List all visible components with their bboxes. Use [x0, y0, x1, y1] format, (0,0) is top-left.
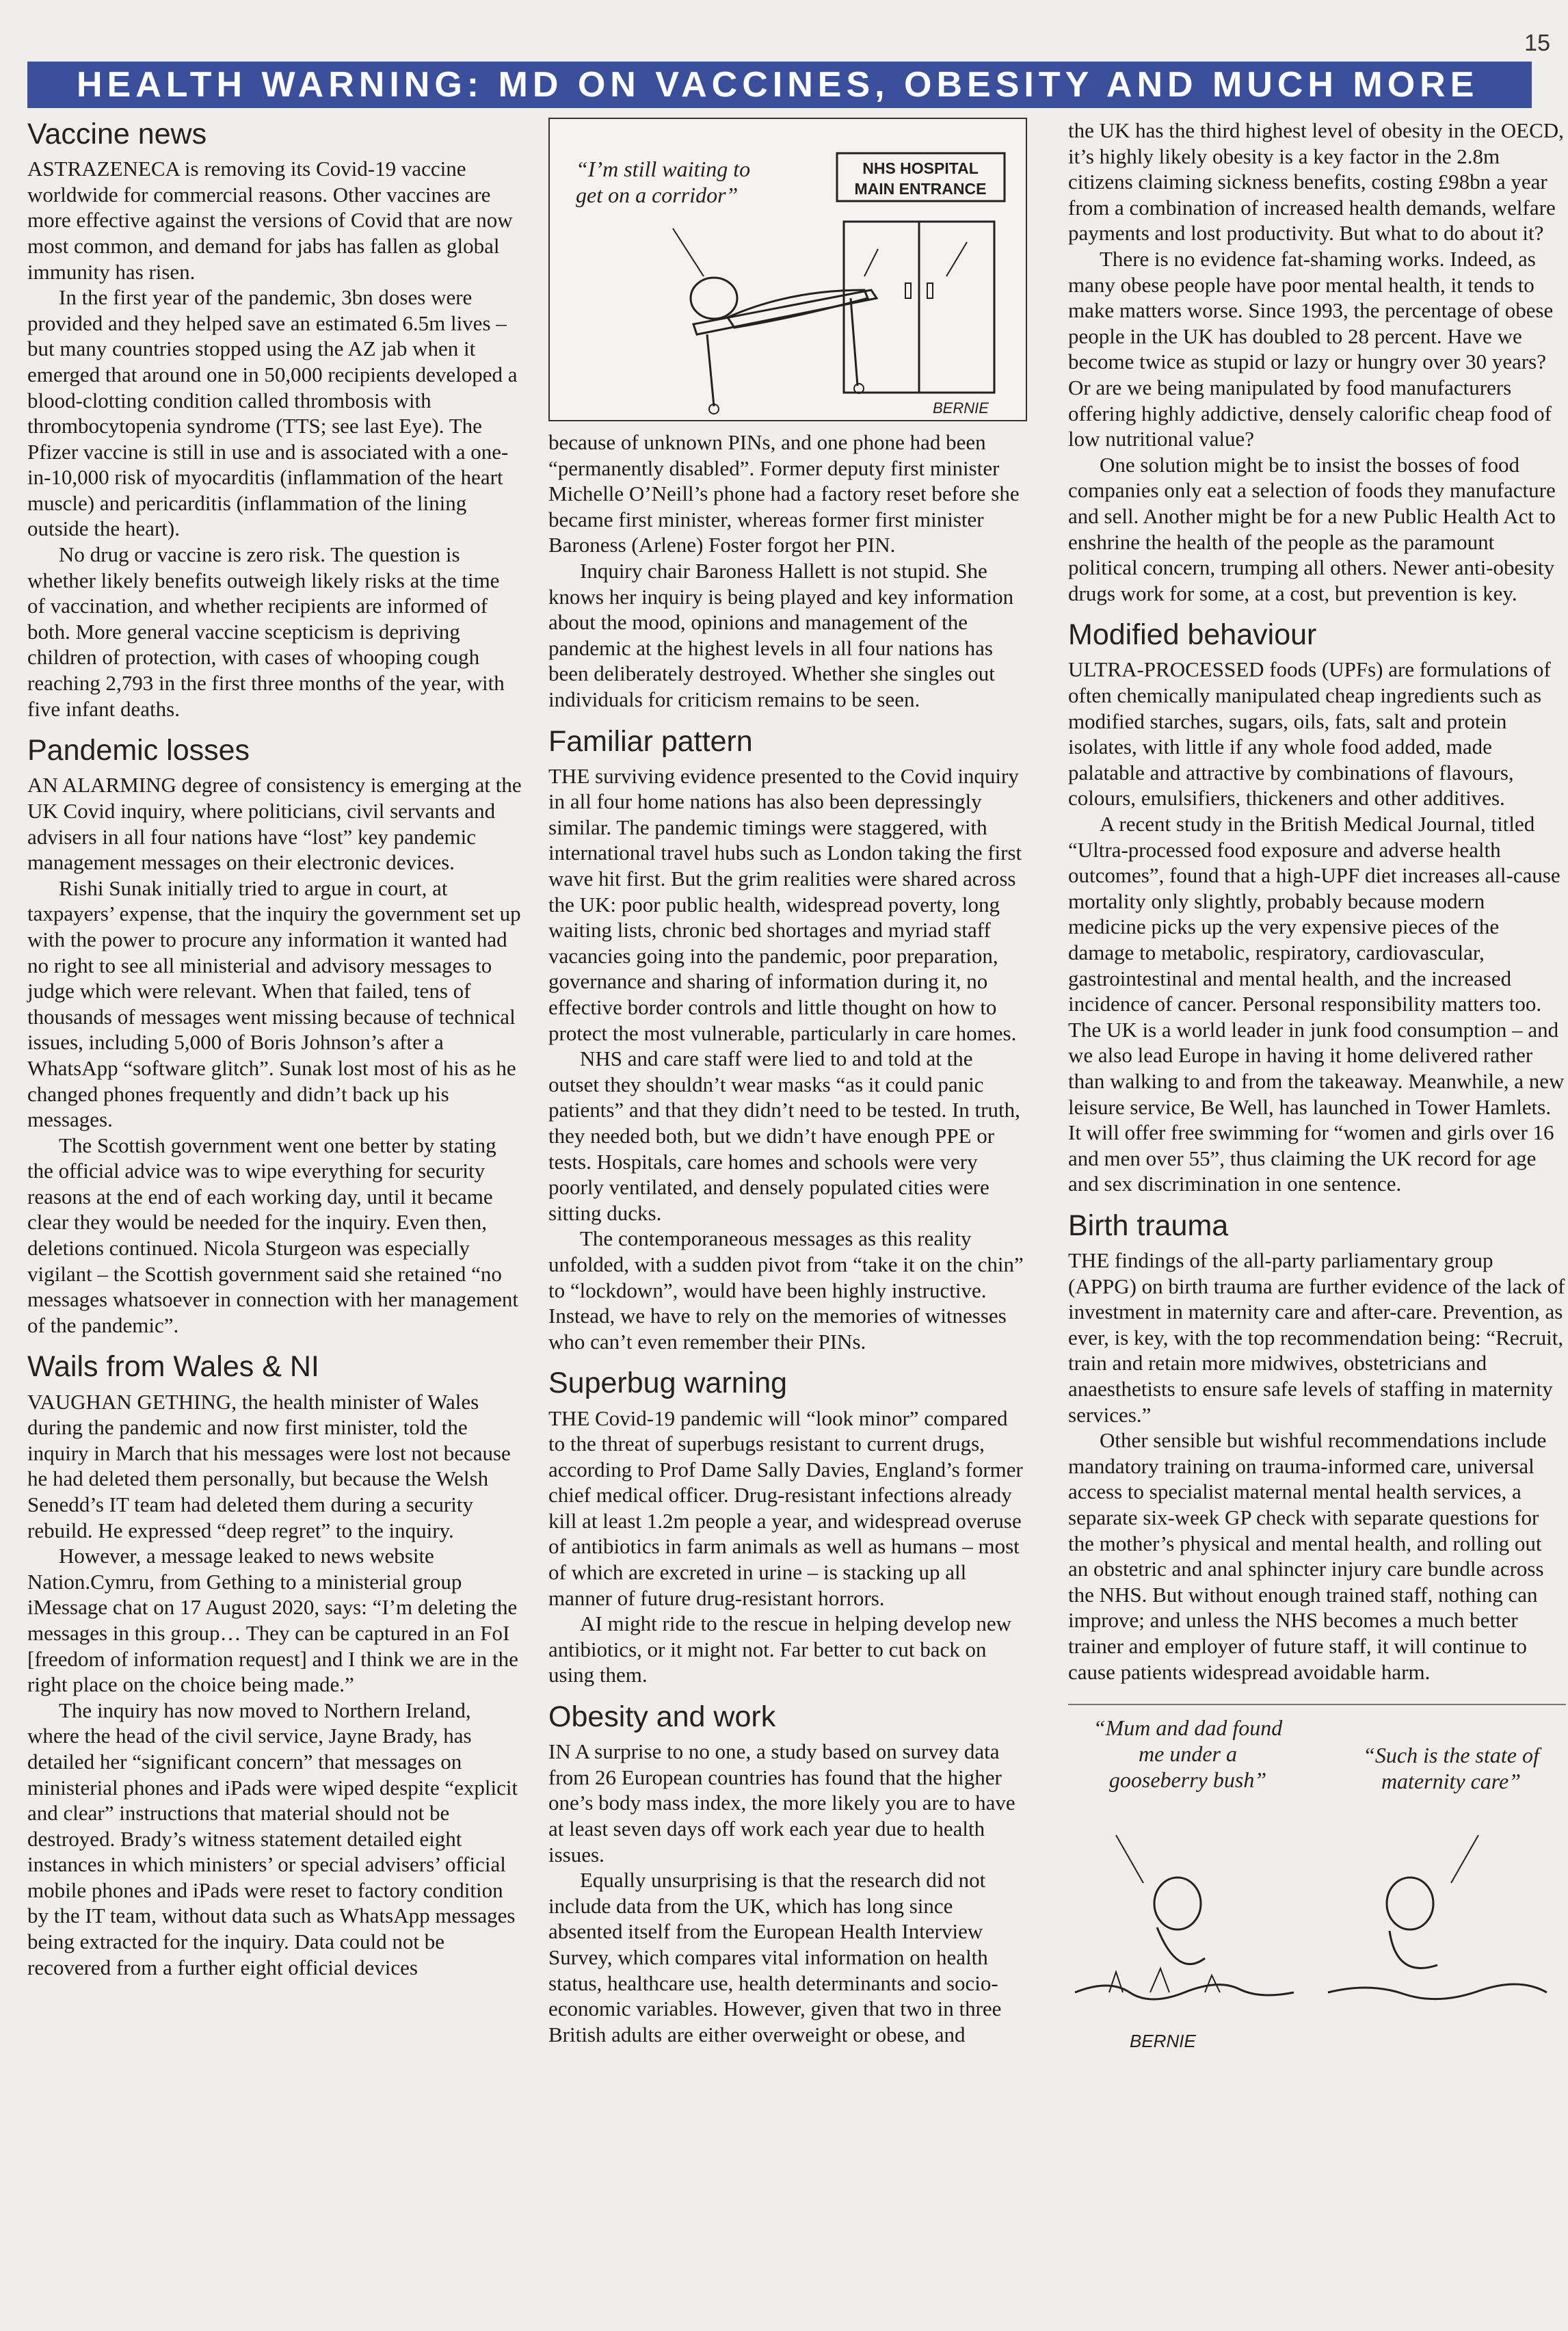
hospital-corridor-cartoon	[548, 118, 1027, 421]
cartoon-signature: BERNIE	[1130, 2031, 1196, 2052]
paragraph: IN A surprise to no one, a study based on survey data from 26 European countries has found that the higher one’s body mass index, the more likely you are to have at least seven days off work each year due to health issues.	[548, 1739, 1015, 1867]
paragraph: VAUGHAN GETHING, the health minister of Wales during the pandemic and now first minister, told the inquiry in March that his messages were lost not because he had deleted them personally, but because the Welsh Senedd’s IT team had deleted them during a security rebuild. He expressed “deep regret” to the inquiry.	[27, 1389, 511, 1542]
heading-familiar-pattern: Familiar pattern	[548, 724, 753, 758]
paragraph: One solution might be to insist the bosses of food companies only eat a selection of foods they manufacture and sell. Another might be for a new Public Health Act to enshrine the health of the people as the paramount political concern, trumping all others. Newer anti-obesity drugs work for some, at a cost, but prevention is key.	[1068, 452, 1556, 605]
heading-wails-from-wales: Wails from Wales & NI	[27, 1350, 319, 1384]
column-2	[548, 118, 1027, 2047]
heading-vaccine-news: Vaccine news	[27, 118, 207, 150]
paragraph: AI might ride to the rescue in helping develop new antibiotics, or it might not. Far better to cut back on using them.	[548, 1611, 1012, 1687]
paragraph: Equally unsurprising is that the research did not include data from the UK, which has long since absented itself from the European Health Interview Survey, which compares vital information on health status, healthcare use, health determinants and socio-economic variables. However, given that two in three British adults are either overweight or obese, and	[548, 1868, 1002, 2046]
gooseberry-bush-cartoon	[1068, 1705, 1566, 2116]
cartoon-caption-right: “Such is the state of maternity care”	[1363, 1743, 1539, 1794]
paragraph: There is no evidence fat-shaming works. Indeed, as many obese people have poor mental health, it tends to make matters worse. Since 1993, the percentage of obese people in the UK has doubled to 28 percent. Have we become twice as stupid or lazy or hungry over 30 years? Or are we being manipulated by food manufacturers offering highly addictive, densely calorific cheap food of low nutritional value?	[1068, 246, 1554, 451]
heading-birth-trauma: Birth trauma	[1068, 1209, 1229, 1242]
paragraph: The contemporaneous messages as this reality unfolded, with a sudden pivot from “take it on the chin” to “lockdown”, would have been highly instructive. Instead, we have to rely on the memories of witnesses who can’t even remember their PINs.	[548, 1226, 1024, 1354]
column-3	[1068, 118, 1566, 2116]
cartoon-caption-left: “Mum and dad found me under a gooseberry bush”	[1093, 1715, 1283, 1793]
paragraph: Inquiry chair Baroness Hallett is not stupid. She knows her inquiry is being played and key information about the mood, opinions and management of the pandemic at the highest levels in all four nations has been deliberately destroyed. Whether she singles out individuals for criticism remains to be seen.	[548, 558, 1014, 711]
cartoon-caption: “I’m still waiting to get on a corridor”	[576, 157, 751, 207]
paragraph: However, a message leaked to news website Nation.Cymru, from Gething to a ministerial group iMessage chat on 17 August 2020, says: “I’m deleting the messages in this group… They can be captured in an FoI [freedom of information request] and I think we are in the right place on the choice being made.”	[27, 1544, 518, 1697]
page-number: 15	[1524, 30, 1550, 56]
column-1	[27, 118, 522, 1980]
heading-superbug-warning: Superbug warning	[548, 1367, 788, 1400]
cartoon-drawing	[550, 119, 1026, 417]
paragraph: THE findings of the all-party parliamentary group (APPG) on birth trauma are further evidence of the lack of investment in maternity care and after-care. Prevention, as ever, is key, with the top recommendation being: “Recruit, train and retain more midwives, obstetricians and anaesthetists to ensure safe levels of staffing in maternity services.”	[1068, 1248, 1565, 1427]
paragraph: because of unknown PINs, and one phone had been “permanently disabled”. Former deputy first minister Michelle O’Neill’s phone had a factory reset before she became first minister, whereas former first minister Baroness (Arlene) Foster forgot her PIN.	[548, 430, 1020, 557]
paragraph: Rishi Sunak initially tried to argue in court, at taxpayers’ expense, that the inquiry the government set up with the power to procure any information it wanted had no right to see all ministerial and advisory messages to judge which were relevant. When that failed, tens of thousands of messages went missing because of technical issues, including 5,000 of Boris Johnson’s after a WhatsApp “software glitch”. Sunak lost most of his as he changed phones frequently and didn’t back up his messages.	[27, 875, 521, 1132]
paragraph: AN ALARMING degree of consistency is emerging at the UK Covid inquiry, where politicians, civil servants and advisers in all four nations have “lost” key pandemic management messages on their electronic devices.	[27, 773, 522, 875]
paragraph: No drug or vaccine is zero risk. The question is whether likely benefits outweigh likely risks at the time of vaccination, and whether recipients are informed of both. More general vaccine scepticism is depriving children of protection, with cases of whooping cough reaching 2,793 in the first three months of the year, with five infant deaths.	[27, 542, 505, 721]
paragraph: In the first year of the pandemic, 3bn doses were provided and they helped save an estimated 6.5m lives – but many countries stopped using the AZ jab when it emerged that around one in 50,000 recipients developed a blood-clotting condition called thrombosis with thrombocytopenia syndrome (TTS; see last Eye). The Pfizer vaccine is still in use and is associated with a one-in-10,000 risk of myocarditis (inflammation of the heart muscle) and pericarditis (inflammation of the lining outside the heart).	[27, 285, 518, 541]
heading-pandemic-losses: Pandemic losses	[27, 734, 250, 767]
paragraph: The Scottish government went one better by stating the official advice was to wipe everything for security reasons at the end of each working day, until it became clear they would be needed for the inquiry. Even then, deletions continued. Nicola Sturgeon was especially vigilant – the Scottish government said she retained “no messages whatsoever in connection with her management of the pandemic”.	[27, 1133, 518, 1337]
heading-obesity-and-work: Obesity and work	[548, 1700, 776, 1734]
paragraph: Other sensible but wishful recommendations include mandatory training on trauma-informed care, universal access to specialist maternal mental health services, a separate six-week GP check with separate questions for the mother’s physical and mental health, and rolling out an obstetric and anal sphincter injury care bundle across the NHS. But without enough trained staff, nothing can improve; and unless the NHS becomes a much better trainer and employer of future staff, it will continue to cause patients widespread avoidable harm.	[1068, 1428, 1547, 1684]
sign-line-2: MAIN ENTRANCE	[854, 180, 987, 198]
section-banner: HEALTH WARNING: MD ON VACCINES, OBESITY AND MUCH MORE	[27, 62, 1532, 108]
cartoon-drawing	[1068, 1821, 1566, 2109]
paragraph: A recent study in the British Medical Journal, titled “Ultra-processed food exposure and adverse health outcomes”, found that a high-UPF diet increases all-cause mortality only slightly, probably because modern medicine picks up the very expensive pieces of the damage to metabolic, respiratory, cardiovascular, gastrointestinal and mental health, and the increased incidence of cancer. Personal responsibility matters too. The UK is a world leader in junk food consumption – and we also lead Europe in having it home delivered rather than walking to and from the takeaway. Meanwhile, a new leisure service, Be Well, has launched in Tower Hamlets. It will offer free swimming for “women and girls over 16 and men over 55”, thus claiming the UK record for age and sex discrimination in one sentence.	[1068, 812, 1565, 1196]
paragraph: THE Covid-19 pandemic will “look minor” compared to the threat of superbugs resistant to current drugs, according to Prof Dame Sally Davies, England’s former chief medical officer. Drug-resistant infections already kill at least 1.2m people a year, and widespread overuse of antibiotics in farm animals as well as humans – most of which are excreted in urine – is stacking up all manner of future drug-resistant horrors.	[548, 1406, 1023, 1610]
paragraph: ASTRAZENECA is removing its Covid-19 vaccine worldwide for commercial reasons. Other vaccines are more effective against the versions of Covid that are now most common, and demand for jabs has fallen as global immunity has risen.	[27, 157, 513, 284]
paragraph: THE surviving evidence presented to the Covid inquiry in all four home nations has also been depressingly similar. The pandemic timings were staggered, with international travel hubs such as London taking the first wave hit first. But the grim realities were shared across the UK: poor public health, widespread poverty, long waiting lists, chronic bed shortages and myriad staff vacancies going into the pandemic, poor preparation, governance and sharing of information during it, no effective border controls and little thought on how to protect the most vulnerable, particularly in care homes.	[548, 763, 1022, 1045]
sign-line-1: NHS HOSPITAL	[862, 159, 979, 177]
paragraph: ULTRA-PROCESSED foods (UPFs) are formulations of often chemically manipulated cheap ingredients such as modified starches, sugars, oils, fats, salt and protein isolates, with little if any whole food added, made palatable and attractive by combinations of flavours, colours, emulsifiers, thickeners and other additives.	[1068, 657, 1551, 811]
paragraph: The inquiry has now moved to Northern Ireland, where the head of the civil service, Jayne Brady, has detailed her “significant concern” that messages on ministerial phones and iPads were wiped despite “explicit and clear” instructions that material should not be destroyed. Brady’s witness statement detailed eight instances in which ministers’ or special advisers’ official mobile phones and iPads were reset to factory condition by the IT team, without data such as WhatsApp messages being extracted for the inquiry. Data could not be recovered from a further eight official devices	[27, 1698, 518, 1979]
heading-modified-behaviour: Modified behaviour	[1068, 618, 1317, 652]
cartoon-signature: BERNIE	[933, 399, 989, 417]
paragraph: NHS and care staff were lied to and told at the outset they shouldn’t wear masks “as it could panic patients” and that they didn’t need to be tested. In truth, they needed both, but we didn’t have enough PPE or tests. Hospitals, care homes and schools were very poorly ventilated, and densely populated cities were sitting ducks.	[548, 1046, 1020, 1225]
paragraph: the UK has the third highest level of obesity in the OECD, it’s highly likely obesity is a key factor in the 2.8m citizens claiming sickness benefits, costing £98bn a year from a combination of increased health demands, welfare payments and lost productivity. But what to do about it?	[1068, 118, 1564, 246]
